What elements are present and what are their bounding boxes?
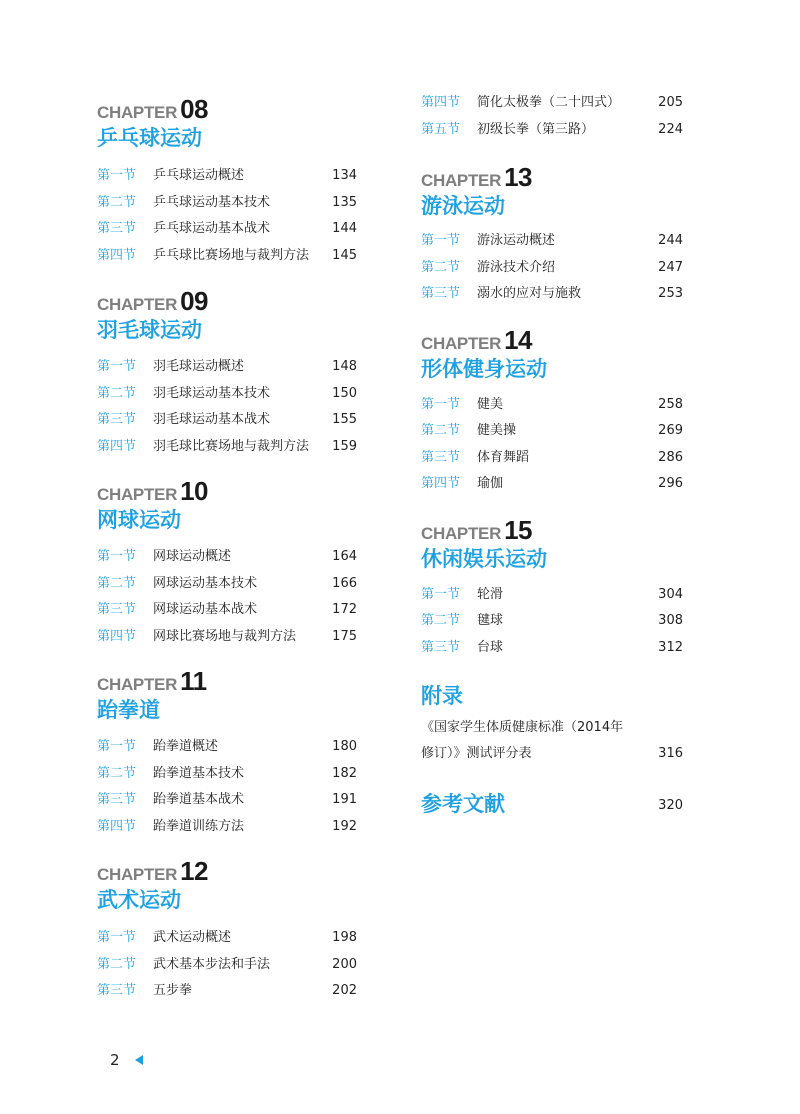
chapter-number: 10	[180, 476, 208, 506]
page-number: 148	[332, 359, 357, 374]
toc-entry[interactable]	[421, 421, 683, 441]
toc-entry[interactable]	[421, 448, 683, 468]
section-label: 第二节	[97, 195, 137, 210]
section-label: 第一节	[97, 549, 137, 564]
section-label: 第五节	[421, 122, 461, 137]
chapter-heading	[421, 327, 532, 353]
toc-entry[interactable]	[421, 93, 683, 113]
page-number: 159	[332, 439, 357, 454]
toc-entry[interactable]	[97, 955, 357, 975]
page-number: 182	[332, 766, 357, 781]
section-name: 武术运动概述	[153, 930, 232, 945]
section-name: 网球比赛场地与裁判方法	[153, 629, 297, 644]
page-number: 135	[332, 195, 357, 210]
page-number: 244	[658, 233, 683, 248]
page-number: 175	[332, 629, 357, 644]
toc-entry[interactable]	[421, 585, 683, 605]
toc-entry[interactable]	[97, 737, 357, 757]
chapter-title: 羽毛球运动	[97, 318, 202, 342]
page-number: 296	[658, 476, 683, 491]
page-number: 145	[332, 248, 357, 263]
page-number: 269	[658, 423, 683, 438]
toc-entry[interactable]	[97, 600, 357, 620]
toc-entry[interactable]	[97, 410, 357, 430]
section-name: 体育舞蹈	[477, 450, 530, 465]
section-name: 网球运动概述	[153, 549, 232, 564]
appendix-entry-line1[interactable]: 《国家学生体质健康标准（2014年	[421, 720, 624, 735]
toc-entry[interactable]	[421, 638, 683, 658]
toc-entry[interactable]	[97, 817, 357, 837]
toc-entry[interactable]	[421, 120, 683, 140]
triangle-left-icon	[135, 1055, 143, 1065]
page-number: 320	[658, 798, 683, 813]
toc-entry[interactable]	[421, 231, 683, 251]
section-label: 第二节	[421, 613, 461, 628]
section-name: 游泳运动概述	[477, 233, 556, 248]
section-label: 第二节	[97, 957, 137, 972]
section-label: 第三节	[97, 412, 137, 427]
chapter-title: 跆拳道	[97, 698, 160, 722]
page-number: 166	[332, 576, 357, 591]
page-number: 202	[332, 983, 357, 998]
footer-page-number: 2	[110, 1051, 120, 1069]
page-number: 247	[658, 260, 683, 275]
toc-entry[interactable]	[97, 790, 357, 810]
page-number: 308	[658, 613, 683, 628]
page-number: 150	[332, 386, 357, 401]
section-name: 台球	[477, 640, 504, 655]
section-label: 第三节	[97, 221, 137, 236]
section-name: 毽球	[477, 613, 504, 628]
section-name: 健美操	[477, 423, 517, 438]
page-number: 200	[332, 957, 357, 972]
page-number: 205	[658, 95, 683, 110]
section-label: 第四节	[97, 439, 137, 454]
chapter-number: 08	[180, 94, 208, 124]
section-label: 第一节	[421, 587, 461, 602]
appendix-entry-line2: 修订）》测试评分表	[421, 746, 532, 761]
section-label: 第三节	[421, 450, 461, 465]
section-label: 第一节	[97, 359, 137, 374]
chapter-word: CHAPTER	[97, 103, 178, 122]
section-name: 乒乓球运动概述	[153, 168, 245, 183]
toc-entry[interactable]	[421, 474, 683, 494]
page-number: 258	[658, 397, 683, 412]
section-label: 第三节	[97, 792, 137, 807]
chapter-word: CHAPTER	[97, 295, 178, 314]
page-number: 144	[332, 221, 357, 236]
chapter-title: 武术运动	[97, 888, 181, 912]
section-name: 跆拳道基本战术	[153, 792, 245, 807]
chapter-heading	[97, 668, 207, 694]
section-name: 初级长拳（第三路）	[477, 122, 595, 137]
chapter-heading	[97, 288, 208, 314]
section-label: 第三节	[421, 640, 461, 655]
toc-entry[interactable]	[97, 437, 357, 457]
chapter-heading	[421, 164, 532, 190]
section-label: 第二节	[421, 260, 461, 275]
chapter-word: CHAPTER	[421, 524, 502, 543]
chapter-word: CHAPTER	[97, 675, 178, 694]
page-number: 198	[332, 930, 357, 945]
toc-entry[interactable]	[421, 744, 683, 764]
chapter-word: CHAPTER	[97, 865, 178, 884]
chapter-word: CHAPTER	[97, 485, 178, 504]
section-label: 第一节	[97, 739, 137, 754]
chapter-heading	[97, 858, 208, 884]
section-name: 五步拳	[153, 983, 193, 998]
section-name: 游泳技术介绍	[477, 260, 556, 275]
toc-entry[interactable]	[97, 219, 357, 239]
chapter-title: 游泳运动	[421, 194, 505, 218]
section-name: 轮滑	[477, 587, 504, 602]
section-name: 羽毛球运动基本技术	[153, 386, 271, 401]
section-name: 跆拳道训练方法	[153, 819, 245, 834]
toc-entry[interactable]	[421, 284, 683, 304]
toc-entry[interactable]	[97, 357, 357, 377]
section-name: 瑜伽	[477, 476, 504, 491]
toc-entry[interactable]	[97, 246, 357, 266]
chapter-number: 09	[180, 286, 208, 316]
toc-entry[interactable]	[421, 395, 683, 415]
section-name: 乒乓球运动基本技术	[153, 195, 271, 210]
chapter-heading	[97, 478, 208, 504]
chapter-title: 休闲娱乐运动	[421, 547, 547, 571]
section-label: 第一节	[421, 233, 461, 248]
section-label: 第二节	[97, 386, 137, 401]
toc-entry[interactable]	[97, 574, 357, 594]
page-number: 312	[658, 640, 683, 655]
chapter-number: 15	[504, 515, 532, 545]
references-entry[interactable]	[421, 792, 683, 816]
section-label: 第二节	[97, 766, 137, 781]
chapter-word: CHAPTER	[421, 334, 502, 353]
section-name: 羽毛球运动概述	[153, 359, 245, 374]
page-number: 316	[658, 746, 683, 761]
section-name: 跆拳道基本技术	[153, 766, 245, 781]
page-number: 191	[332, 792, 357, 807]
toc-entry[interactable]	[97, 764, 357, 784]
section-name: 溺水的应对与施救	[477, 286, 582, 301]
section-name: 网球运动基本战术	[153, 602, 258, 617]
section-name: 网球运动基本技术	[153, 576, 258, 591]
section-label: 第一节	[97, 930, 137, 945]
toc-entry[interactable]	[97, 981, 357, 1001]
toc-entry[interactable]	[421, 611, 683, 631]
chapter-word: CHAPTER	[421, 171, 502, 190]
chapter-number: 11	[180, 666, 207, 696]
chapter-title: 网球运动	[97, 508, 181, 532]
page-number: 304	[658, 587, 683, 602]
chapter-number: 12	[180, 856, 208, 886]
chapter-title: 形体健身运动	[421, 357, 547, 381]
section-label: 第四节	[97, 629, 137, 644]
chapter-heading	[421, 517, 532, 543]
chapter-number: 13	[504, 162, 532, 192]
section-label: 第四节	[97, 248, 137, 263]
section-name: 羽毛球比赛场地与裁判方法	[153, 439, 310, 454]
page-number: 155	[332, 412, 357, 427]
toc-entry[interactable]	[97, 627, 357, 647]
toc-entry[interactable]	[97, 166, 357, 186]
page-footer	[110, 1050, 120, 1070]
section-label: 第一节	[421, 397, 461, 412]
section-name: 乒乓球运动基本战术	[153, 221, 271, 236]
section-name: 跆拳道概述	[153, 739, 219, 754]
section-label: 第二节	[421, 423, 461, 438]
page-number: 224	[658, 122, 683, 137]
section-name: 乒乓球比赛场地与裁判方法	[153, 248, 310, 263]
toc-entry[interactable]	[97, 547, 357, 567]
chapter-title: 乒乓球运动	[97, 126, 202, 150]
appendix-title[interactable]: 附录	[421, 684, 463, 708]
section-label: 第三节	[421, 286, 461, 301]
toc-entry[interactable]	[97, 384, 357, 404]
page-number: 253	[658, 286, 683, 301]
chapter-number: 14	[504, 325, 532, 355]
section-label: 第二节	[97, 576, 137, 591]
section-label: 第三节	[97, 983, 137, 998]
section-label: 第四节	[421, 95, 461, 110]
section-label: 第四节	[97, 819, 137, 834]
page-number: 192	[332, 819, 357, 834]
page-number: 134	[332, 168, 357, 183]
page-number: 172	[332, 602, 357, 617]
toc-entry[interactable]	[97, 928, 357, 948]
page-number: 286	[658, 450, 683, 465]
toc-entry[interactable]	[421, 258, 683, 278]
section-label: 第三节	[97, 602, 137, 617]
section-name: 羽毛球运动基本战术	[153, 412, 271, 427]
section-name: 武术基本步法和手法	[153, 957, 271, 972]
toc-entry[interactable]	[97, 193, 357, 213]
section-name: 健美	[477, 397, 504, 412]
references-title[interactable]: 参考文献	[421, 792, 505, 816]
section-label: 第四节	[421, 476, 461, 491]
section-name: 简化太极拳（二十四式）	[477, 95, 621, 110]
page-number: 180	[332, 739, 357, 754]
page-number: 164	[332, 549, 357, 564]
section-label: 第一节	[97, 168, 137, 183]
chapter-heading	[97, 96, 208, 122]
